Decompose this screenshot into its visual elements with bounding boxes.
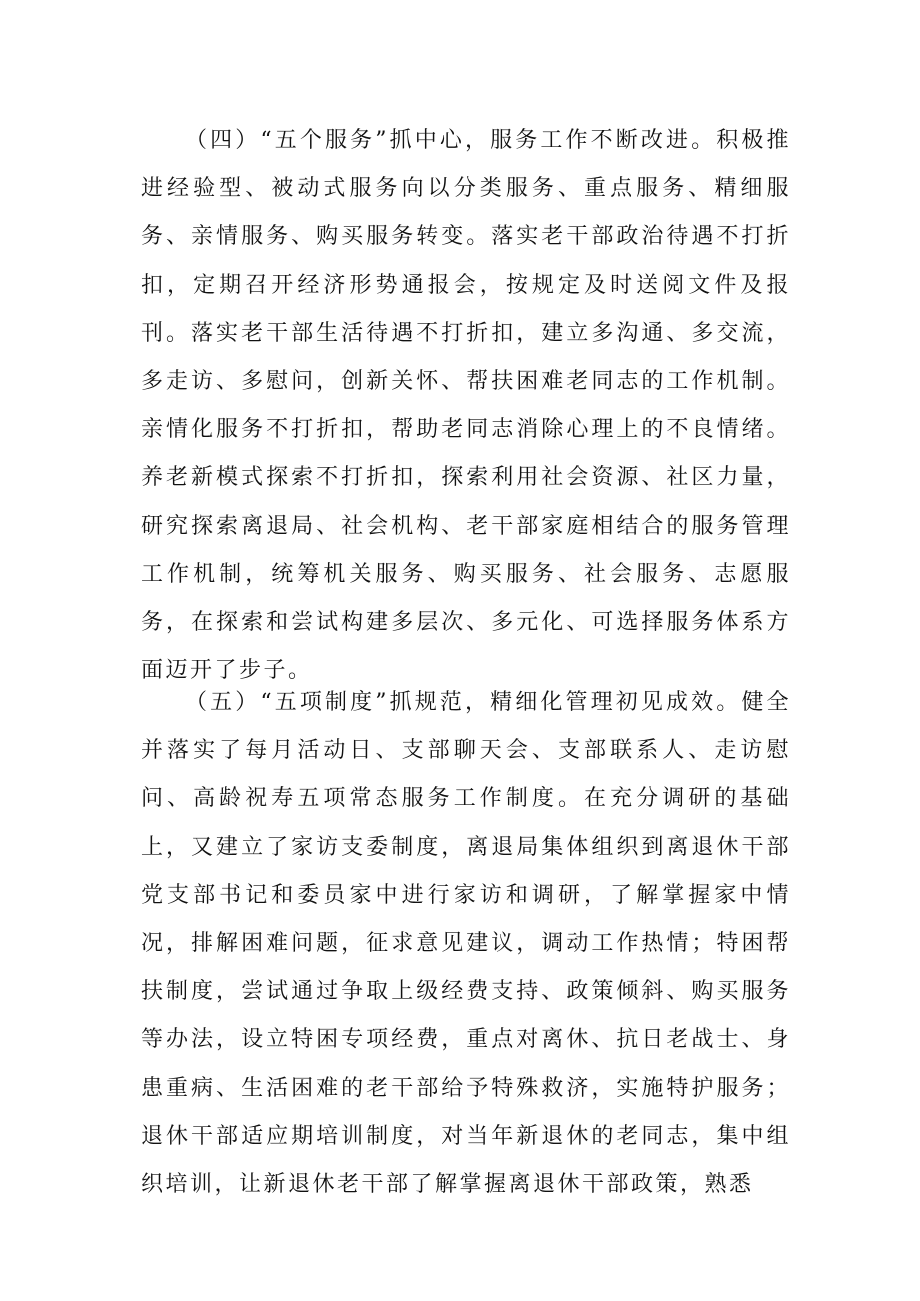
- paragraph-section-five: （五）“五项制度”抓规范，精细化管理初见成效。健全并落实了每月活动日、支部聊天会、支部联系人、走访慰问、高龄祝寿五项常态服务工作制度。在充分调研的基础上，又建立了家访支委制度，离退局集体组织到离退休干部党支部书记和委员家中进行家访和调研，了解掌握家中情况，排解困难问题，征求意见建议，调动工作热情；特困帮扶制度，尝试通过争取上级经费支持、政策倾斜、购买服务等办法，设立特困专项经费，重点对离休、抗日老战士、身患重病、生活困难的老干部给予特殊救济，实施特护服务；退休干部适应期培训制度，对当年新退休的老同志，集中组织培训，让新退休老干部了解掌握离退休干部政策，熟悉: [141, 690, 791, 1198]
- paragraph-section-four: （四）“五个服务”抓中心，服务工作不断改进。积极推进经验型、被动式服务向以分类服务、重点服务、精细服务、亲情服务、购买服务转变。落实老干部政治待遇不打折扣，定期召开经济形势通报会，按规定及时送阅文件及报刊。落实老干部生活待遇不打折扣，建立多沟通、多交流，多走访、多慰问，创新关怀、帮扶困难老同志的工作机制。亲情化服务不打折扣，帮助老同志消除心理上的不良情绪。养老新模式探索不打折扣，探索利用社会资源、社区力量，研究探索离退局、社会机构、老干部家庭相结合的服务管理工作机制，统筹机关服务、购买服务、社会服务、志愿服务，在探索和尝试构建多层次、多元化、可选择服务体系方面迈开了步子。: [141, 128, 791, 684]
